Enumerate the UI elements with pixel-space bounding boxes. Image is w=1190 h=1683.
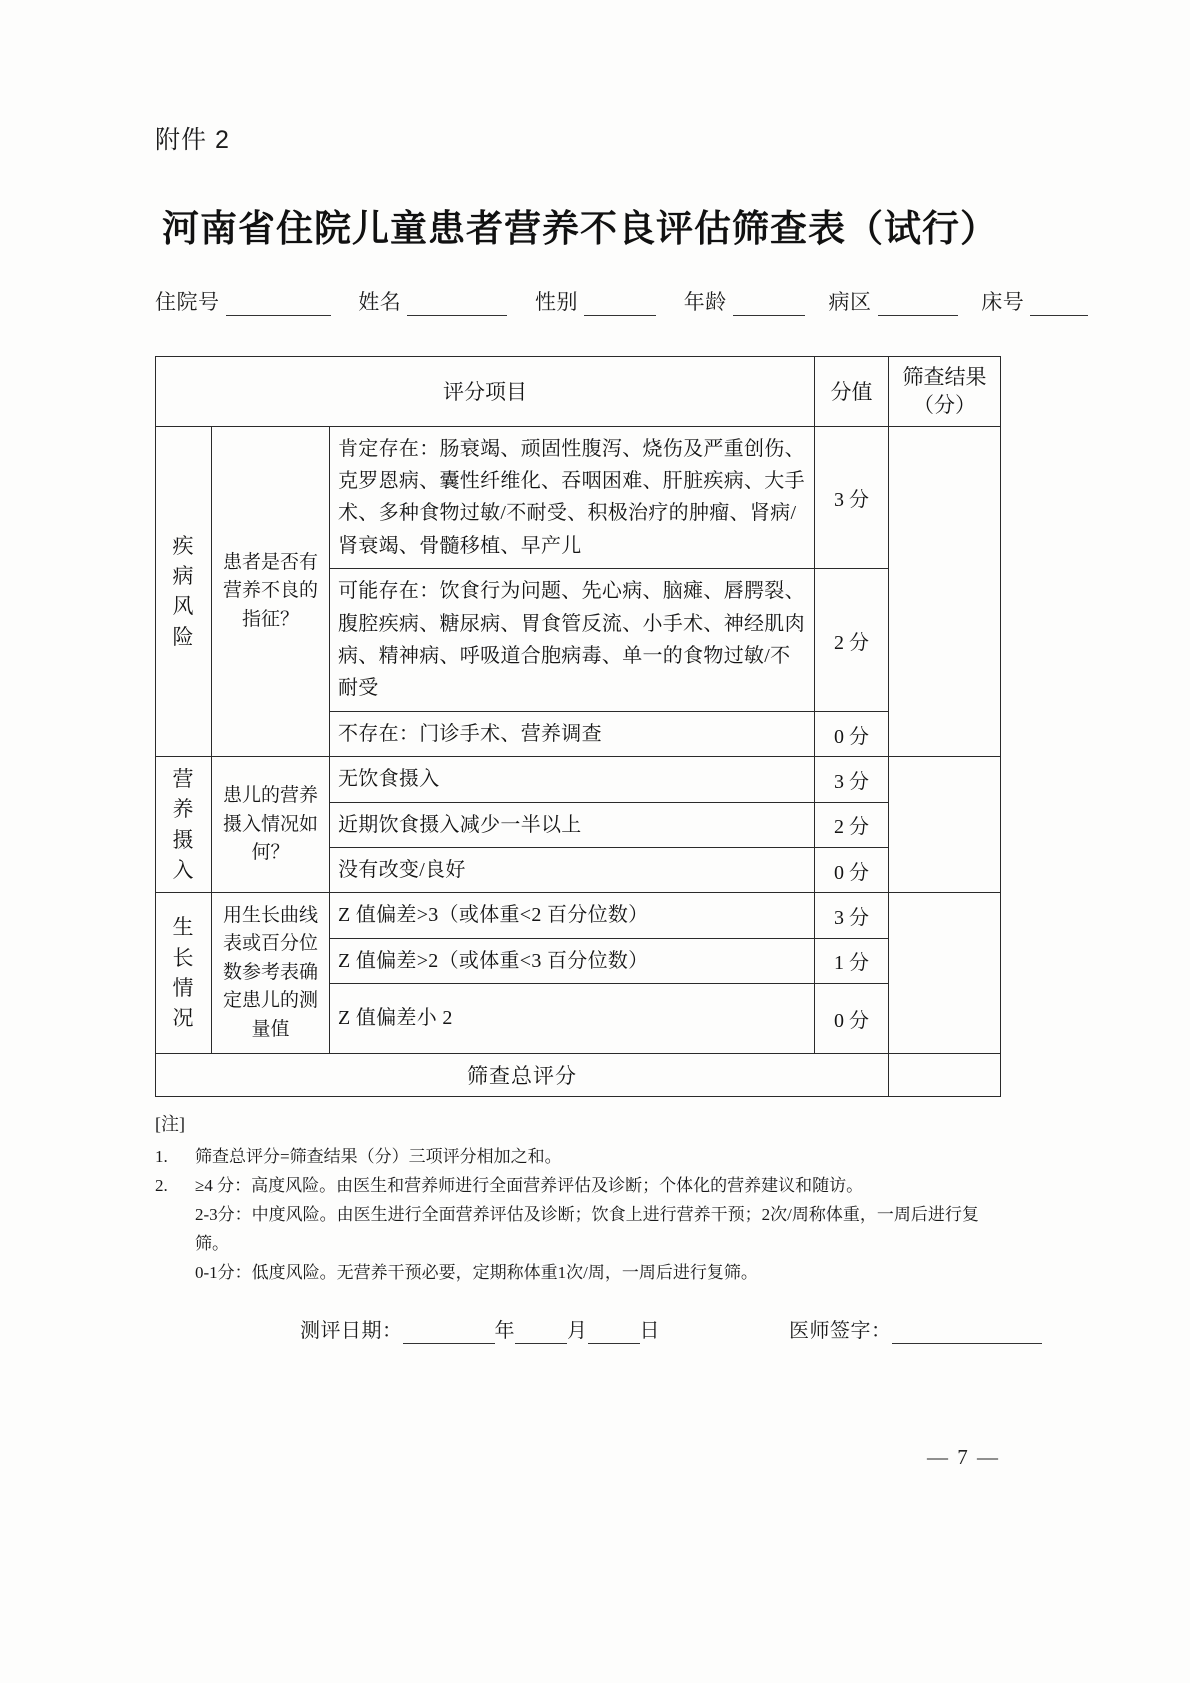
total-label: 筛查总评分 (156, 1053, 889, 1096)
table-row (156, 757, 1001, 802)
header-score: 分值 (815, 357, 889, 427)
field-blank-admission-no[interactable] (226, 290, 331, 316)
date-day-blank[interactable] (588, 1320, 640, 1344)
note-subtext: 2-3分：中度风险。由医生进行全面营养评估及诊断；饮食上进行营养干预；2次/周称体重，一周后进行复筛。 (195, 1204, 979, 1254)
category-growth: 生长情况 (156, 893, 212, 1053)
criteria-desc: 肯定存在：肠衰竭、顽固性腹泻、烧伤及严重创伤、克罗恩病、囊性纤维化、吞咽困难、肝脏疾病、大手术、多种食物过敏/不耐受、积极治疗的肿瘤、肾病/肾衰竭、骨髓移植、早产儿 (330, 426, 815, 569)
field-label-ward: 病区 (828, 290, 872, 314)
doctor-signature-blank[interactable] (892, 1320, 1042, 1344)
criteria-desc: 没有改变/良好 (330, 847, 815, 892)
header-item: 评分项目 (156, 357, 815, 427)
question-disease-risk: 患者是否有营养不良的指征？ (212, 426, 330, 757)
note-number: 1. (155, 1146, 168, 1166)
field-blank-name[interactable] (407, 290, 507, 316)
criteria-points: 0 分 (815, 847, 889, 892)
result-input-growth[interactable] (889, 893, 1001, 1053)
table-header-row (156, 357, 1001, 427)
signature-line (155, 1314, 1005, 1344)
question-nutrition-intake: 患儿的营养摄入情况如何？ (212, 757, 330, 893)
note-text: ≥4 分：高度风险。由医生和营养师进行全面营养评估及诊断；个体化的营养建议和随访。 (195, 1175, 864, 1195)
page-number: — 7 — (927, 1445, 1000, 1469)
criteria-points: 0 分 (815, 711, 889, 756)
criteria-desc: Z 值偏差小 2 (330, 984, 815, 1053)
note-number: 2. (155, 1175, 168, 1195)
date-year-blank[interactable] (403, 1320, 495, 1344)
note-text: 筛查总评分=筛查结果（分）三项评分相加之和。 (195, 1146, 562, 1166)
date-month-blank[interactable] (515, 1320, 567, 1344)
table-row (156, 426, 1001, 569)
note-item (155, 1142, 1005, 1171)
category-nutrition-intake: 营养摄入 (156, 757, 212, 893)
note-subtext: 0-1分：低度风险。无营养干预必要，定期称体重1次/周，一周后进行复筛。 (195, 1263, 758, 1283)
page-title: 河南省住院儿童患者营养不良评估筛查表（试行） (162, 208, 998, 249)
field-label-name: 姓名 (358, 290, 402, 314)
criteria-points: 2 分 (815, 802, 889, 847)
month-label: 月 (567, 1319, 588, 1342)
criteria-desc: Z 值偏差>2（或体重<3 百分位数） (330, 938, 815, 983)
total-row (156, 1053, 1001, 1096)
criteria-desc: 可能存在：饮食行为问题、先心病、脑瘫、唇腭裂、腹腔疾病、糖尿病、胃食管反流、小手术、神经肌肉病、精神病、呼吸道合胞病毒、单一的食物过敏/不耐受 (330, 569, 815, 712)
field-blank-ward[interactable] (878, 290, 958, 316)
note-item (155, 1171, 1005, 1200)
field-label-bed-no: 床号 (981, 290, 1025, 314)
criteria-desc: 不存在：门诊手术、营养调查 (330, 711, 815, 756)
field-label-admission-no: 住院号 (155, 290, 220, 314)
year-label: 年 (494, 1319, 515, 1342)
notes-heading: [注] (155, 1113, 185, 1134)
criteria-points: 2 分 (815, 569, 889, 712)
attachment-label: 附件 2 (155, 126, 230, 154)
result-input-disease-risk[interactable] (889, 426, 1001, 757)
field-label-gender: 性别 (535, 290, 578, 314)
field-blank-bed-no[interactable] (1030, 290, 1088, 316)
doctor-signature-label: 医师签字： (789, 1319, 892, 1342)
field-blank-gender[interactable] (584, 290, 656, 316)
category-disease-risk: 疾病风险 (156, 426, 212, 757)
criteria-points: 1 分 (815, 938, 889, 983)
field-label-age: 年龄 (683, 290, 727, 314)
criteria-desc: 无饮食摄入 (330, 757, 815, 802)
assessment-date-label: 测评日期： (300, 1319, 403, 1342)
criteria-desc: 近期饮食摄入减少一半以上 (330, 802, 815, 847)
screening-table (155, 356, 1001, 1097)
notes-section (155, 1109, 1005, 1288)
criteria-points: 3 分 (815, 893, 889, 938)
question-growth: 用生长曲线表或百分位数参考表确定患儿的测量值 (212, 893, 330, 1053)
result-input-nutrition-intake[interactable] (889, 757, 1001, 893)
header-result-unit: （分） (913, 393, 976, 418)
patient-id-line (155, 286, 1025, 316)
total-score-input[interactable] (889, 1053, 1001, 1096)
criteria-desc: Z 值偏差>3（或体重<2 百分位数） (330, 893, 815, 938)
criteria-points: 3 分 (815, 426, 889, 569)
table-row (156, 893, 1001, 938)
document-body (155, 120, 1025, 1344)
field-blank-age[interactable] (733, 290, 805, 316)
day-label: 日 (639, 1319, 660, 1342)
criteria-points: 3 分 (815, 757, 889, 802)
header-result-main: 筛查结果 (902, 365, 987, 389)
header-result (889, 357, 1001, 427)
criteria-points: 0 分 (815, 984, 889, 1053)
